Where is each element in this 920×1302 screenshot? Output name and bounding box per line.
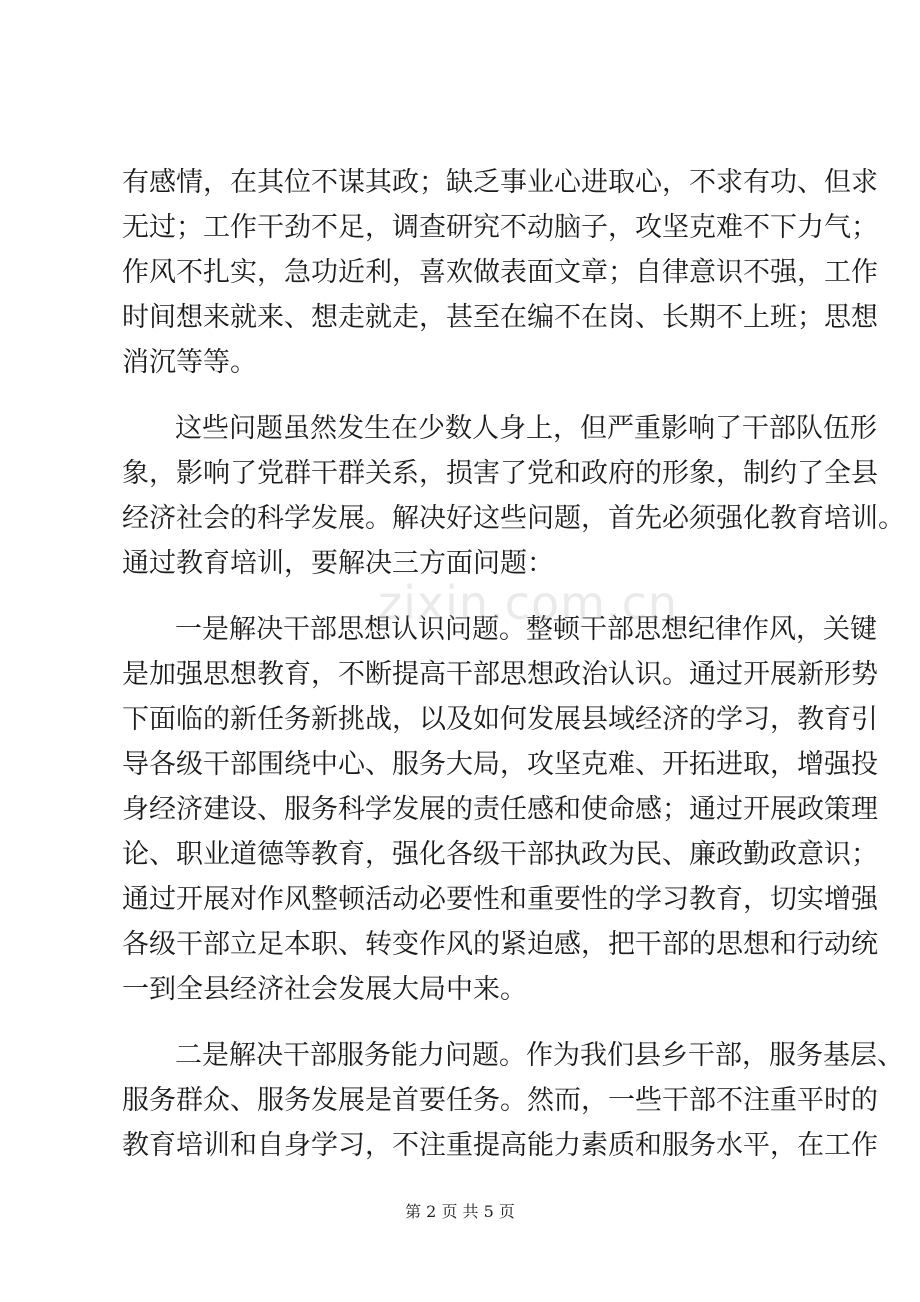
text-line: 一是解决干部思想认识问题。整顿干部思想纪律作风，关键 bbox=[175, 614, 877, 645]
text-line: 论、职业道德等教育，强化各级干部执政为民、廉政勤政意识； bbox=[122, 839, 878, 870]
text-line: 服务群众、服务发展是首要任务。然而，一些干部不注重平时的 bbox=[122, 1085, 878, 1116]
text-line: 这些问题虽然发生在少数人身上，但严重影响了干部队伍形 bbox=[175, 413, 877, 444]
text-line: 各级干部立足本职、转变作风的紧迫感，把干部的思想和行动统 bbox=[122, 929, 878, 960]
paragraph bbox=[122, 607, 878, 1012]
text-line: 教育培训和自身学习，不注重提高能力素质和服务水平，在工作 bbox=[122, 1130, 878, 1161]
watermark: zixin.com.cn bbox=[378, 576, 679, 630]
text-line: 无过；工作干劲不足，调查研究不动脑子，攻坚克难不下力气； bbox=[122, 212, 878, 243]
paragraph bbox=[122, 406, 905, 586]
text-line: 通过教育培训，要解决三方面问题： bbox=[122, 548, 554, 579]
document-body bbox=[122, 160, 905, 1168]
text-line: 有感情，在其位不谋其政；缺乏事业心进取心，不求有功、但求 bbox=[122, 167, 878, 198]
text-line: 导各级干部围绕中心、服务大局，攻坚克难、开拓进取，增强投 bbox=[122, 749, 878, 780]
text-line: 是加强思想教育，不断提高干部思想政治认识。通过开展新形势 bbox=[122, 659, 878, 690]
text-line: 通过开展对作风整顿活动必要性和重要性的学习教育，切实增强 bbox=[122, 884, 878, 915]
paragraph bbox=[122, 160, 878, 385]
text-line: 二是解决干部服务能力问题。作为我们县乡干部，服务基层、 bbox=[175, 1040, 904, 1071]
text-line: 时间想来就来、想走就走，甚至在编不在岗、长期不上班；思想 bbox=[122, 302, 878, 333]
paragraph-gap bbox=[122, 1012, 822, 1033]
text-line: 象，影响了党群干群关系，损害了党和政府的形象，制约了全县 bbox=[122, 458, 878, 489]
text-line: 消沉等等。 bbox=[122, 347, 257, 378]
paragraph-gap bbox=[122, 385, 822, 406]
text-line: 作风不扎实，急功近利，喜欢做表面文章；自律意识不强，工作 bbox=[122, 257, 878, 288]
text-line: 身经济建设、服务科学发展的责任感和使命感；通过开展政策理 bbox=[122, 794, 878, 825]
text-line: 经济社会的科学发展。解决好这些问题，首先必须强化教育培训。 bbox=[122, 503, 905, 534]
text-line: 一到全县经济社会发展大局中来。 bbox=[122, 974, 527, 1005]
text-line: 下面临的新任务新挑战，以及如何发展县域经济的学习，教育引 bbox=[122, 704, 878, 735]
paragraph bbox=[122, 1033, 904, 1168]
page-footer: 第 2 页 共 5 页 bbox=[405, 1202, 515, 1221]
